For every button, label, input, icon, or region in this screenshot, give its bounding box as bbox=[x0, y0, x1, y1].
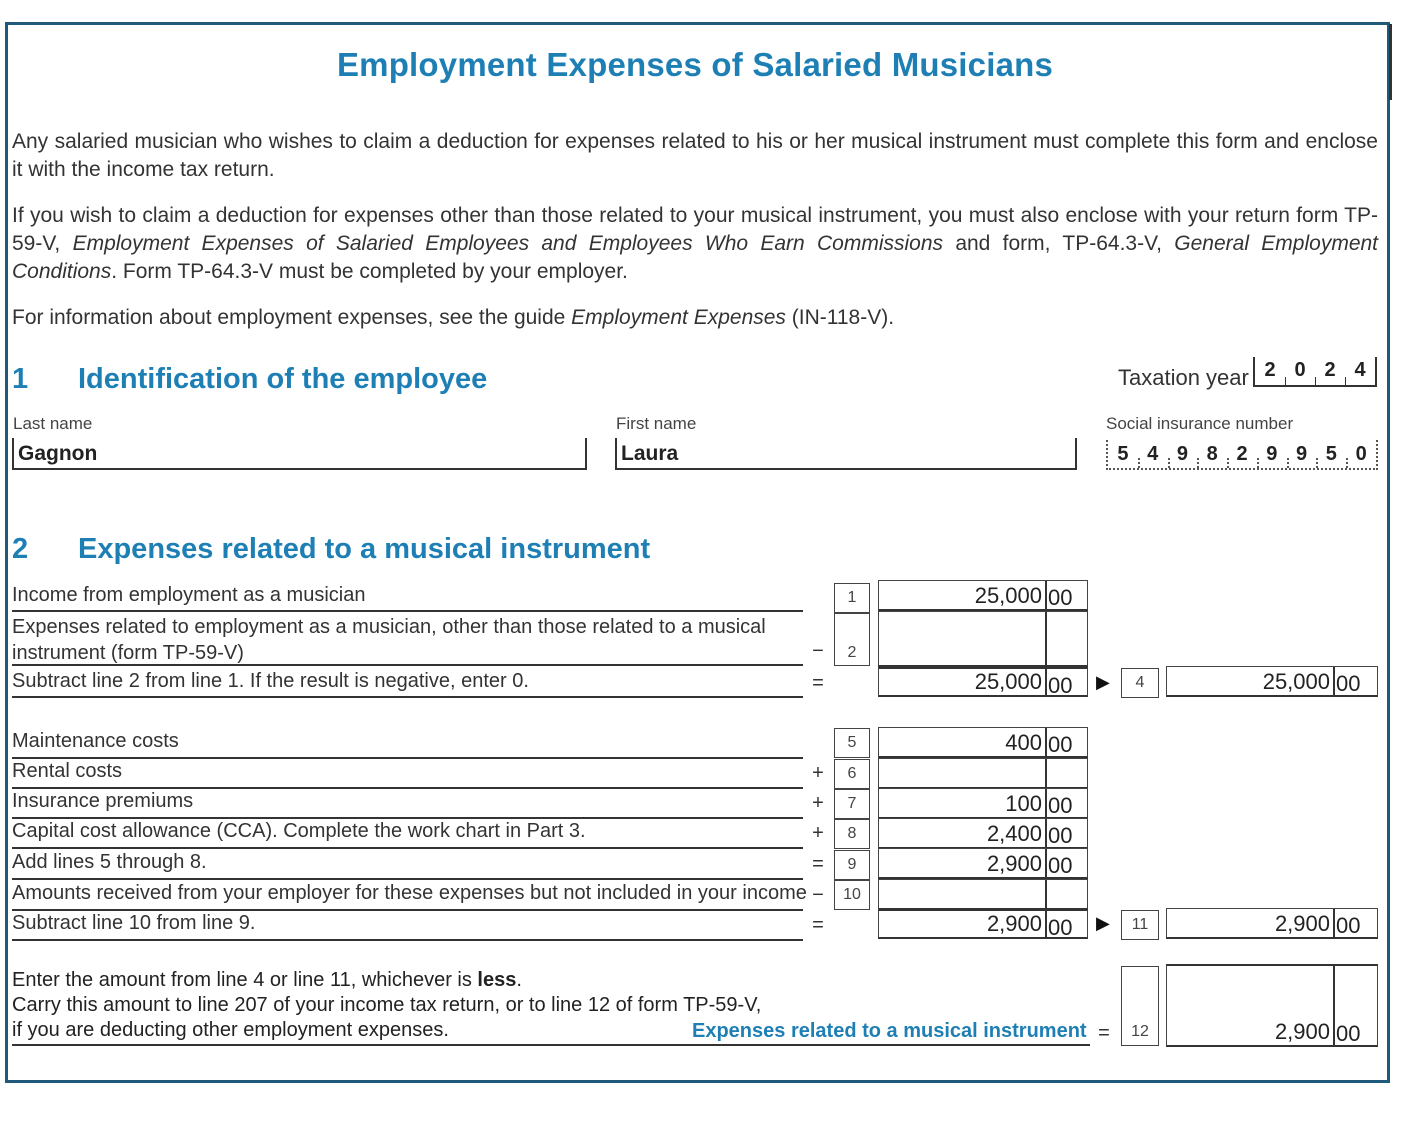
section-1-title: Identification of the employee bbox=[78, 363, 488, 395]
section-2-number: 2 bbox=[12, 533, 29, 565]
line-2-amount[interactable] bbox=[878, 611, 1088, 667]
line-6-operator: + bbox=[812, 762, 824, 784]
line-8-dollars: 2,400 bbox=[986, 821, 1042, 846]
intro-paragraph-1: Any salaried musician who wishes to claim a deduction for expenses related to his or her musical instrument must complete this form and enclose it with the income tax return. bbox=[12, 130, 1378, 181]
line-1-label: Income from employment as a musician bbox=[12, 584, 803, 612]
line-12-number: 12 bbox=[1121, 966, 1159, 1046]
line-2-label-line-2: instrument (form TP-59-V) bbox=[12, 642, 244, 664]
intro-p3-guide-title: Employment Expenses bbox=[571, 306, 786, 329]
line-11-amount[interactable] bbox=[1166, 908, 1378, 939]
line-5-label: Maintenance costs bbox=[12, 730, 803, 759]
sin-digit: 8 bbox=[1197, 440, 1227, 468]
line-7-label: Insurance premiums bbox=[12, 790, 803, 819]
line-6-label: Rental costs bbox=[12, 760, 803, 789]
last-name-field[interactable] bbox=[12, 438, 587, 470]
line-10b-amount[interactable] bbox=[878, 908, 1088, 939]
line-3-amount[interactable] bbox=[878, 666, 1088, 697]
line-4-amount[interactable] bbox=[1166, 666, 1378, 697]
sin-digit: 9 bbox=[1168, 440, 1198, 468]
line-5-amount[interactable] bbox=[878, 727, 1088, 758]
line-10-amount[interactable] bbox=[878, 879, 1088, 910]
line-8-cents: 00 bbox=[1045, 819, 1089, 847]
line-2-operator: − bbox=[812, 640, 824, 662]
line-9-number: 9 bbox=[834, 850, 870, 880]
first-name-field[interactable] bbox=[615, 438, 1077, 470]
line-7-amount[interactable] bbox=[878, 788, 1088, 819]
first-name-label: First name bbox=[616, 414, 697, 433]
line-9-label: Add lines 5 through 8. bbox=[12, 851, 803, 880]
line-2-label bbox=[12, 614, 803, 666]
section-1-number: 1 bbox=[12, 363, 29, 395]
sin-field[interactable] bbox=[1106, 440, 1378, 470]
line-5-cents: 00 bbox=[1045, 728, 1089, 756]
line-7-dollars: 100 bbox=[1005, 791, 1042, 816]
final-instruction-3: if you are deducting other employment expenses. bbox=[12, 1019, 449, 1041]
final-text-1c: . bbox=[516, 969, 522, 991]
line-10b-operator: = bbox=[812, 914, 824, 936]
line-4-number: 4 bbox=[1121, 668, 1159, 698]
line-2-cents bbox=[1045, 612, 1089, 665]
intro-p2-text-a: If you wish to claim a deduction for expenses other than those related to your musical instrument, you must also enclose with your return form TP-59-V, bbox=[12, 204, 1378, 255]
line-6-amount[interactable] bbox=[878, 758, 1088, 789]
line-9-operator: = bbox=[812, 853, 824, 875]
line-9-cents: 00 bbox=[1045, 849, 1089, 877]
line-8-operator: + bbox=[812, 822, 824, 844]
line-3-cents: 00 bbox=[1045, 669, 1089, 695]
sin-digit: 9 bbox=[1257, 440, 1287, 468]
line-3-dollars: 25,000 bbox=[974, 669, 1042, 694]
taxation-year-digit: 4 bbox=[1345, 357, 1375, 385]
intro-p3-text-b: (IN-118-V). bbox=[785, 306, 895, 329]
final-line-label: Expenses related to a musical instrument bbox=[692, 1020, 1087, 1042]
final-underline bbox=[12, 1044, 1090, 1046]
line-8-amount[interactable] bbox=[878, 818, 1088, 849]
line-7-operator: + bbox=[812, 792, 824, 814]
line-1-amount[interactable] bbox=[878, 580, 1088, 611]
section-1-heading bbox=[12, 363, 487, 396]
sin-digit: 2 bbox=[1227, 440, 1257, 468]
line-7-cents: 00 bbox=[1045, 789, 1089, 817]
final-text-1a: Enter the amount from line 4 or line 11, whichever is bbox=[12, 969, 478, 991]
line-1-number: 1 bbox=[834, 583, 870, 613]
line-11-dollars: 2,900 bbox=[1274, 911, 1330, 936]
taxation-year-digit: 2 bbox=[1315, 357, 1345, 385]
final-instruction-1 bbox=[12, 968, 761, 993]
sin-label: Social insurance number bbox=[1106, 414, 1294, 433]
sin-digit: 4 bbox=[1138, 440, 1168, 468]
taxation-year-label: Taxation year bbox=[1118, 365, 1249, 390]
line-7-number: 7 bbox=[834, 789, 870, 819]
line-10-operator: − bbox=[812, 884, 824, 906]
final-text-1b: less bbox=[477, 969, 517, 991]
intro-p2-text-b: and form, TP-64.3-V, bbox=[943, 232, 1175, 255]
intro-p2-form-title: Employment Expenses of Salaried Employees and Employees Who Earn Commissions bbox=[72, 232, 944, 255]
line-10-label: Amounts received from your employer for these expenses but not included in your income bbox=[12, 882, 803, 911]
line-12-cents: 00 bbox=[1333, 966, 1379, 1045]
line-6-number: 6 bbox=[834, 759, 870, 789]
form-title: Employment Expenses of Salaried Musicians bbox=[336, 46, 1054, 83]
line-8-number: 8 bbox=[834, 819, 870, 849]
line-5-number: 5 bbox=[834, 728, 870, 758]
line-9-amount[interactable] bbox=[878, 848, 1088, 879]
carry-arrow-icon: ▶ bbox=[1096, 913, 1110, 933]
intro-p3-text-a: For information about employment expenses, see the guide bbox=[12, 306, 572, 329]
last-name-label: Last name bbox=[13, 414, 93, 433]
line-2-number: 2 bbox=[834, 613, 870, 666]
section-2-heading bbox=[12, 533, 650, 566]
line-2-label-line-1: Expenses related to employment as a musician, other than those related to a musical bbox=[12, 616, 766, 638]
line-1-cents: 00 bbox=[1045, 581, 1089, 609]
line-10b-cents: 00 bbox=[1045, 911, 1089, 937]
sin-digit: 9 bbox=[1287, 440, 1317, 468]
line-10-number: 10 bbox=[834, 880, 870, 910]
line-8-label: Capital cost allowance (CCA). Complete the work chart in Part 3. bbox=[12, 820, 803, 849]
intro-paragraph-3 bbox=[12, 304, 1378, 332]
line-6-cents bbox=[1045, 759, 1089, 787]
taxation-year-digit: 2 bbox=[1264, 359, 1276, 381]
line-1-dollars: 25,000 bbox=[974, 583, 1042, 608]
first-name-value: Laura bbox=[621, 442, 679, 465]
intro-paragraph-2 bbox=[12, 202, 1378, 286]
line-9-dollars: 2,900 bbox=[986, 851, 1042, 876]
section-2-title: Expenses related to a musical instrument bbox=[78, 533, 651, 565]
intro-p2-form-title-2: General Employment Conditions bbox=[12, 232, 1379, 283]
sin-digit: 0 bbox=[1346, 440, 1376, 468]
taxation-year-field[interactable] bbox=[1253, 357, 1377, 387]
line-4-dollars: 25,000 bbox=[1262, 669, 1330, 694]
line-3-operator: = bbox=[812, 672, 824, 694]
line-5-dollars: 400 bbox=[1005, 730, 1042, 755]
sin-digit: 5 bbox=[1117, 443, 1129, 465]
line-3-label: Subtract line 2 from line 1. If the result is negative, enter 0. bbox=[12, 670, 803, 698]
line-10b-label: Subtract line 10 from line 9. bbox=[12, 912, 803, 941]
line-12-dollars: 2,900 bbox=[1274, 1019, 1330, 1044]
line-12-operator: = bbox=[1098, 1022, 1110, 1044]
sin-digit: 5 bbox=[1316, 440, 1346, 468]
intro-p2-text-c: . Form TP-64.3-V must be completed by your employer. bbox=[111, 260, 628, 283]
line-4-cents: 00 bbox=[1333, 667, 1379, 695]
final-instructions bbox=[12, 968, 761, 1043]
line-11-number: 11 bbox=[1121, 910, 1159, 940]
line-11-cents: 00 bbox=[1333, 909, 1379, 937]
line-10-cents bbox=[1045, 880, 1089, 908]
carry-arrow-icon: ▶ bbox=[1096, 672, 1110, 692]
last-name-value: Gagnon bbox=[18, 442, 98, 465]
line-10b-dollars: 2,900 bbox=[986, 911, 1042, 936]
final-instruction-2: Carry this amount to line 207 of your income tax return, or to line 12 of form TP-59-V, bbox=[12, 994, 762, 1016]
taxation-year-digit: 0 bbox=[1285, 357, 1315, 385]
line-12-amount[interactable] bbox=[1166, 964, 1378, 1047]
